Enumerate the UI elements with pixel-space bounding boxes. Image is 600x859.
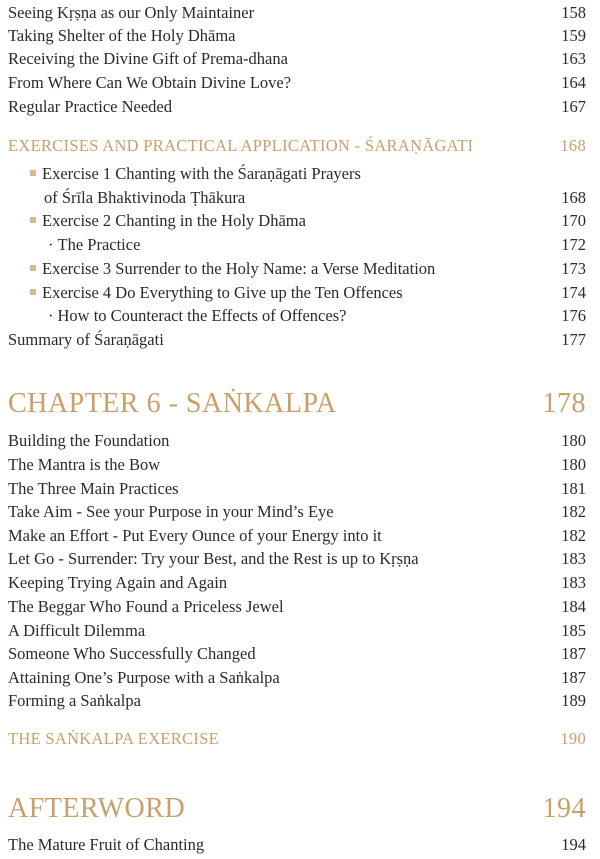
exercise-entry-continued: [44, 187, 586, 209]
exercise-entry-page: 173: [561, 259, 586, 278]
toc-entry-title: Let Go - Surrender: Try your Best, and the Rest is up to Kṛṣṇa: [8, 549, 419, 568]
exercise-entry-page: 170: [561, 211, 586, 230]
toc-entry: [8, 329, 586, 351]
toc-entry-page: 167: [561, 97, 586, 116]
toc-entry-title: Take Aim - See your Purpose in your Mind’s Eye: [8, 502, 334, 521]
section-heading-page: 168: [560, 136, 586, 155]
toc-entry-page: 163: [561, 49, 586, 68]
toc-entry-title: Make an Effort - Put Every Ounce of your Energy into it: [8, 526, 382, 545]
sub-entry-page: 176: [561, 306, 586, 325]
toc-entry: [8, 25, 586, 47]
toc-entry: [8, 596, 586, 618]
exercise-entry-page: 168: [561, 188, 586, 207]
section-heading-title: THE SAṄKALPA EXERCISE: [8, 729, 220, 748]
toc-entry-page: 182: [561, 502, 586, 521]
toc-entry: [8, 478, 586, 500]
toc-entry-page: 182: [561, 526, 586, 545]
chapter-heading: [8, 387, 586, 421]
toc-entry: [8, 572, 586, 594]
exercise-entry-title: Exercise 3 Surrender to the Holy Name: a Verse Meditation: [42, 259, 436, 278]
square-bullet-icon: [30, 217, 36, 223]
sub-entry: [48, 234, 586, 256]
toc-entry: [8, 72, 586, 94]
toc-entry: [8, 430, 586, 452]
section-heading-page: 190: [560, 729, 586, 748]
exercise-entry: [30, 210, 586, 232]
exercise-entry: [30, 163, 586, 185]
chapter-heading-page: 194: [542, 793, 586, 824]
toc-entry-page: 180: [561, 455, 586, 474]
exercise-entry-title: Exercise 4 Do Everything to Give up the Ten Offences: [42, 283, 403, 302]
toc-entry-title: The Beggar Who Found a Priceless Jewel: [8, 597, 284, 616]
toc-entry: [8, 667, 586, 689]
toc-entry-page: 183: [561, 549, 586, 568]
section-heading-title: EXERCISES AND PRACTICAL APPLICATION - ŚARAṆĀGATI: [8, 136, 474, 155]
exercise-entry-title: Exercise 1 Chanting with the Śaraṇāgati Prayers: [42, 164, 361, 183]
toc-entry-page: 183: [561, 573, 586, 592]
toc-entry-title: Keeping Trying Again and Again: [8, 573, 228, 592]
section-heading: [8, 728, 586, 750]
exercise-entry-page: 174: [561, 283, 586, 302]
sub-entry-title: The Practice: [57, 235, 141, 254]
toc-entry-title: Building the Foundation: [8, 431, 170, 450]
toc-entry: [8, 548, 586, 570]
toc-entry-title: The Mantra is the Bow: [8, 455, 161, 474]
toc-entry-title: Seeing Kṛṣṇa as our Only Maintainer: [8, 3, 255, 22]
sub-entry: [48, 305, 586, 327]
toc-entry-page: 177: [561, 330, 586, 349]
toc-entry-page: 187: [561, 644, 586, 663]
toc-entry: [8, 501, 586, 523]
toc-entry-page: 180: [561, 431, 586, 450]
toc-entry-title: Someone Who Successfully Changed: [8, 644, 256, 663]
toc-entry-page: 194: [561, 835, 586, 854]
toc-entry-title: Forming a Saṅkalpa: [8, 691, 141, 710]
exercise-entry: [30, 258, 586, 280]
toc-entry-page: 187: [561, 668, 586, 687]
toc-entry-page: 189: [561, 691, 586, 710]
toc-entry-title: Attaining One’s Purpose with a Saṅkalpa: [8, 668, 280, 687]
dot-bullet-icon: ·: [48, 306, 54, 325]
exercise-entry-title: Exercise 2 Chanting in the Holy Dhāma: [42, 211, 306, 230]
toc-entry-title: The Mature Fruit of Chanting: [8, 835, 205, 854]
toc-entry: [8, 834, 586, 856]
toc-entry-page: 164: [561, 73, 586, 92]
exercise-entry: [30, 282, 586, 304]
square-bullet-icon: [30, 265, 36, 271]
toc-entry: [8, 690, 586, 712]
sub-entry-title: How to Counteract the Effects of Offences?: [57, 306, 347, 325]
toc-entry: [8, 48, 586, 70]
dot-bullet-icon: ·: [48, 235, 54, 254]
toc-entry: [8, 96, 586, 118]
toc-entry-title: Summary of Śaraṇāgati: [8, 330, 164, 349]
toc-entry-title: Receiving the Divine Gift of Prema-dhana: [8, 49, 288, 68]
toc-entry: [8, 2, 586, 24]
toc-entry: [8, 525, 586, 547]
exercise-entry-title-cont: of Śrīla Bhaktivinoda Ṭhākura: [44, 188, 246, 207]
square-bullet-icon: [30, 289, 36, 295]
toc-entry: [8, 454, 586, 476]
toc-entry-page: 185: [561, 621, 586, 640]
toc-entry-page: 158: [561, 3, 586, 22]
chapter-heading: [8, 792, 586, 826]
chapter-heading-title: CHAPTER 6 - SAṄKALPA: [8, 388, 337, 419]
section-heading: [8, 135, 586, 157]
square-bullet-icon: [30, 170, 36, 176]
toc-entry-title: From Where Can We Obtain Divine Love?: [8, 73, 292, 92]
toc-entry-title: Taking Shelter of the Holy Dhāma: [8, 26, 236, 45]
toc-entry-title: A Difficult Dilemma: [8, 621, 146, 640]
toc-entry-title: The Three Main Practices: [8, 479, 179, 498]
toc-entry-title: Regular Practice Needed: [8, 97, 173, 116]
chapter-heading-title: AFTERWORD: [8, 793, 186, 824]
sub-entry-page: 172: [561, 235, 586, 254]
toc-entry-page: 181: [561, 479, 586, 498]
toc-entry: [8, 643, 586, 665]
toc-entry: [8, 620, 586, 642]
chapter-heading-page: 178: [542, 388, 586, 419]
toc-entry-page: 184: [561, 597, 586, 616]
toc-entry-page: 159: [561, 26, 586, 45]
